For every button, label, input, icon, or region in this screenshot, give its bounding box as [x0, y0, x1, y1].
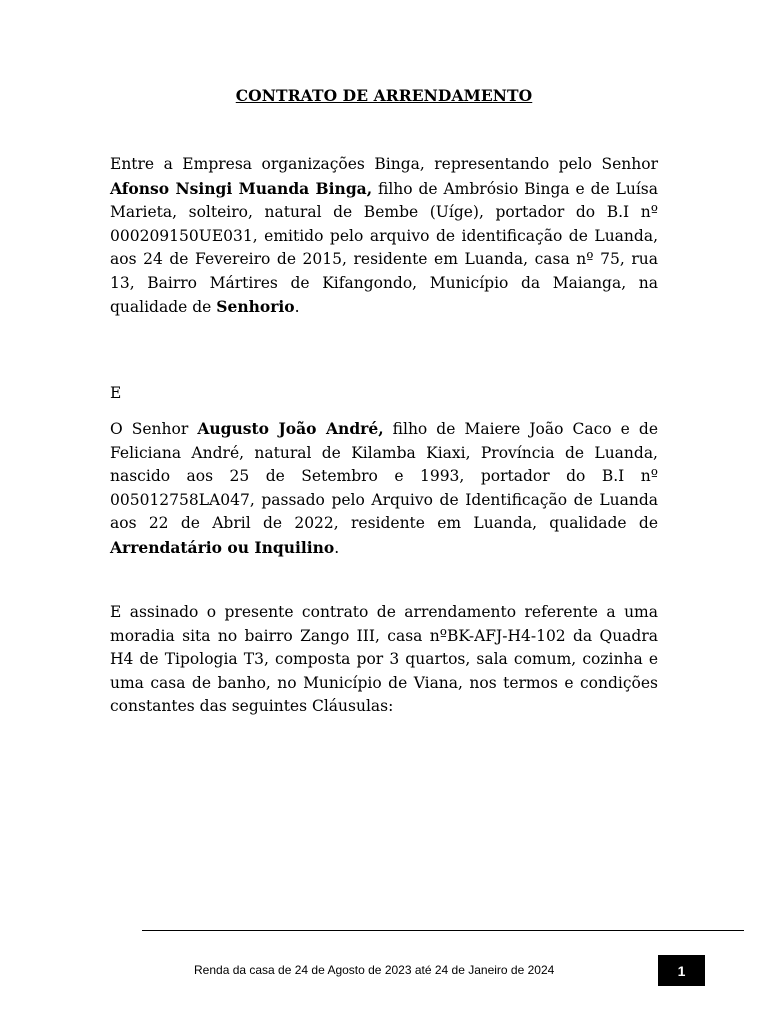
page-number: 1 [658, 955, 705, 986]
senhorio-name: Afonso Nsingi Muanda Binga, [110, 178, 373, 198]
paragraph-text: . [334, 538, 340, 557]
paragraph-text: O Senhor [110, 420, 198, 438]
arrendatario-name: Augusto João André, [197, 419, 384, 438]
paragraph-senhorio [110, 153, 658, 320]
paragraph-text: filho de Maiere João Caco e de Feliciana André, natural de Kilamba Kiaxi, Província de Luanda, nascido aos 25 de Setembro e 1993, portador do B.I nº 005012758LA047, passado pelo Arquivo de Identificação de Luanda aos 22 de Abril de 2022, residente em Luanda, qualidade de [110, 420, 658, 532]
arrendatario-role: Arrendatário ou Inquilino [110, 537, 335, 557]
paragraph-arrendatario [110, 417, 658, 560]
paragraph-contract-object: E assinado o presente contrato de arrendamento referente a uma moradia sita no bairro Zango III, casa nºBK-AFJ-H4-102 da Quadra H4 de Tipologia T3, composta por 3 quartos, sala comum, cozinha e uma casa de banho, no Município de Viana, nos termos e condições constantes das seguintes Cláusulas: [110, 603, 658, 715]
paragraph-text: filho de Ambrósio Binga e de Luísa Marieta, solteiro, natural de Bembe (Uíge), portador do B.I nº 000209150UE031, emitido pelo arquivo de identificação de Luanda, aos 24 de Fevereiro de 2015, residente em Luanda, casa nº 75, rua 13, Bairro Mártires de Kifangondo, Município da Maianga, na qualidade de [110, 179, 659, 316]
senhorio-role: Senhorio [216, 297, 295, 316]
separator-e: E [110, 384, 122, 402]
footer-text: Renda da casa de 24 de Agosto de 2023 até 24 de Janeiro de 2024 [194, 963, 555, 977]
paragraph-text: . [294, 298, 300, 316]
paragraph-text: Entre a Empresa organizações Binga, representando pelo Senhor [110, 155, 658, 173]
footer-divider [142, 930, 744, 931]
document-title: CONTRATO DE ARRENDAMENTO [235, 86, 533, 105]
